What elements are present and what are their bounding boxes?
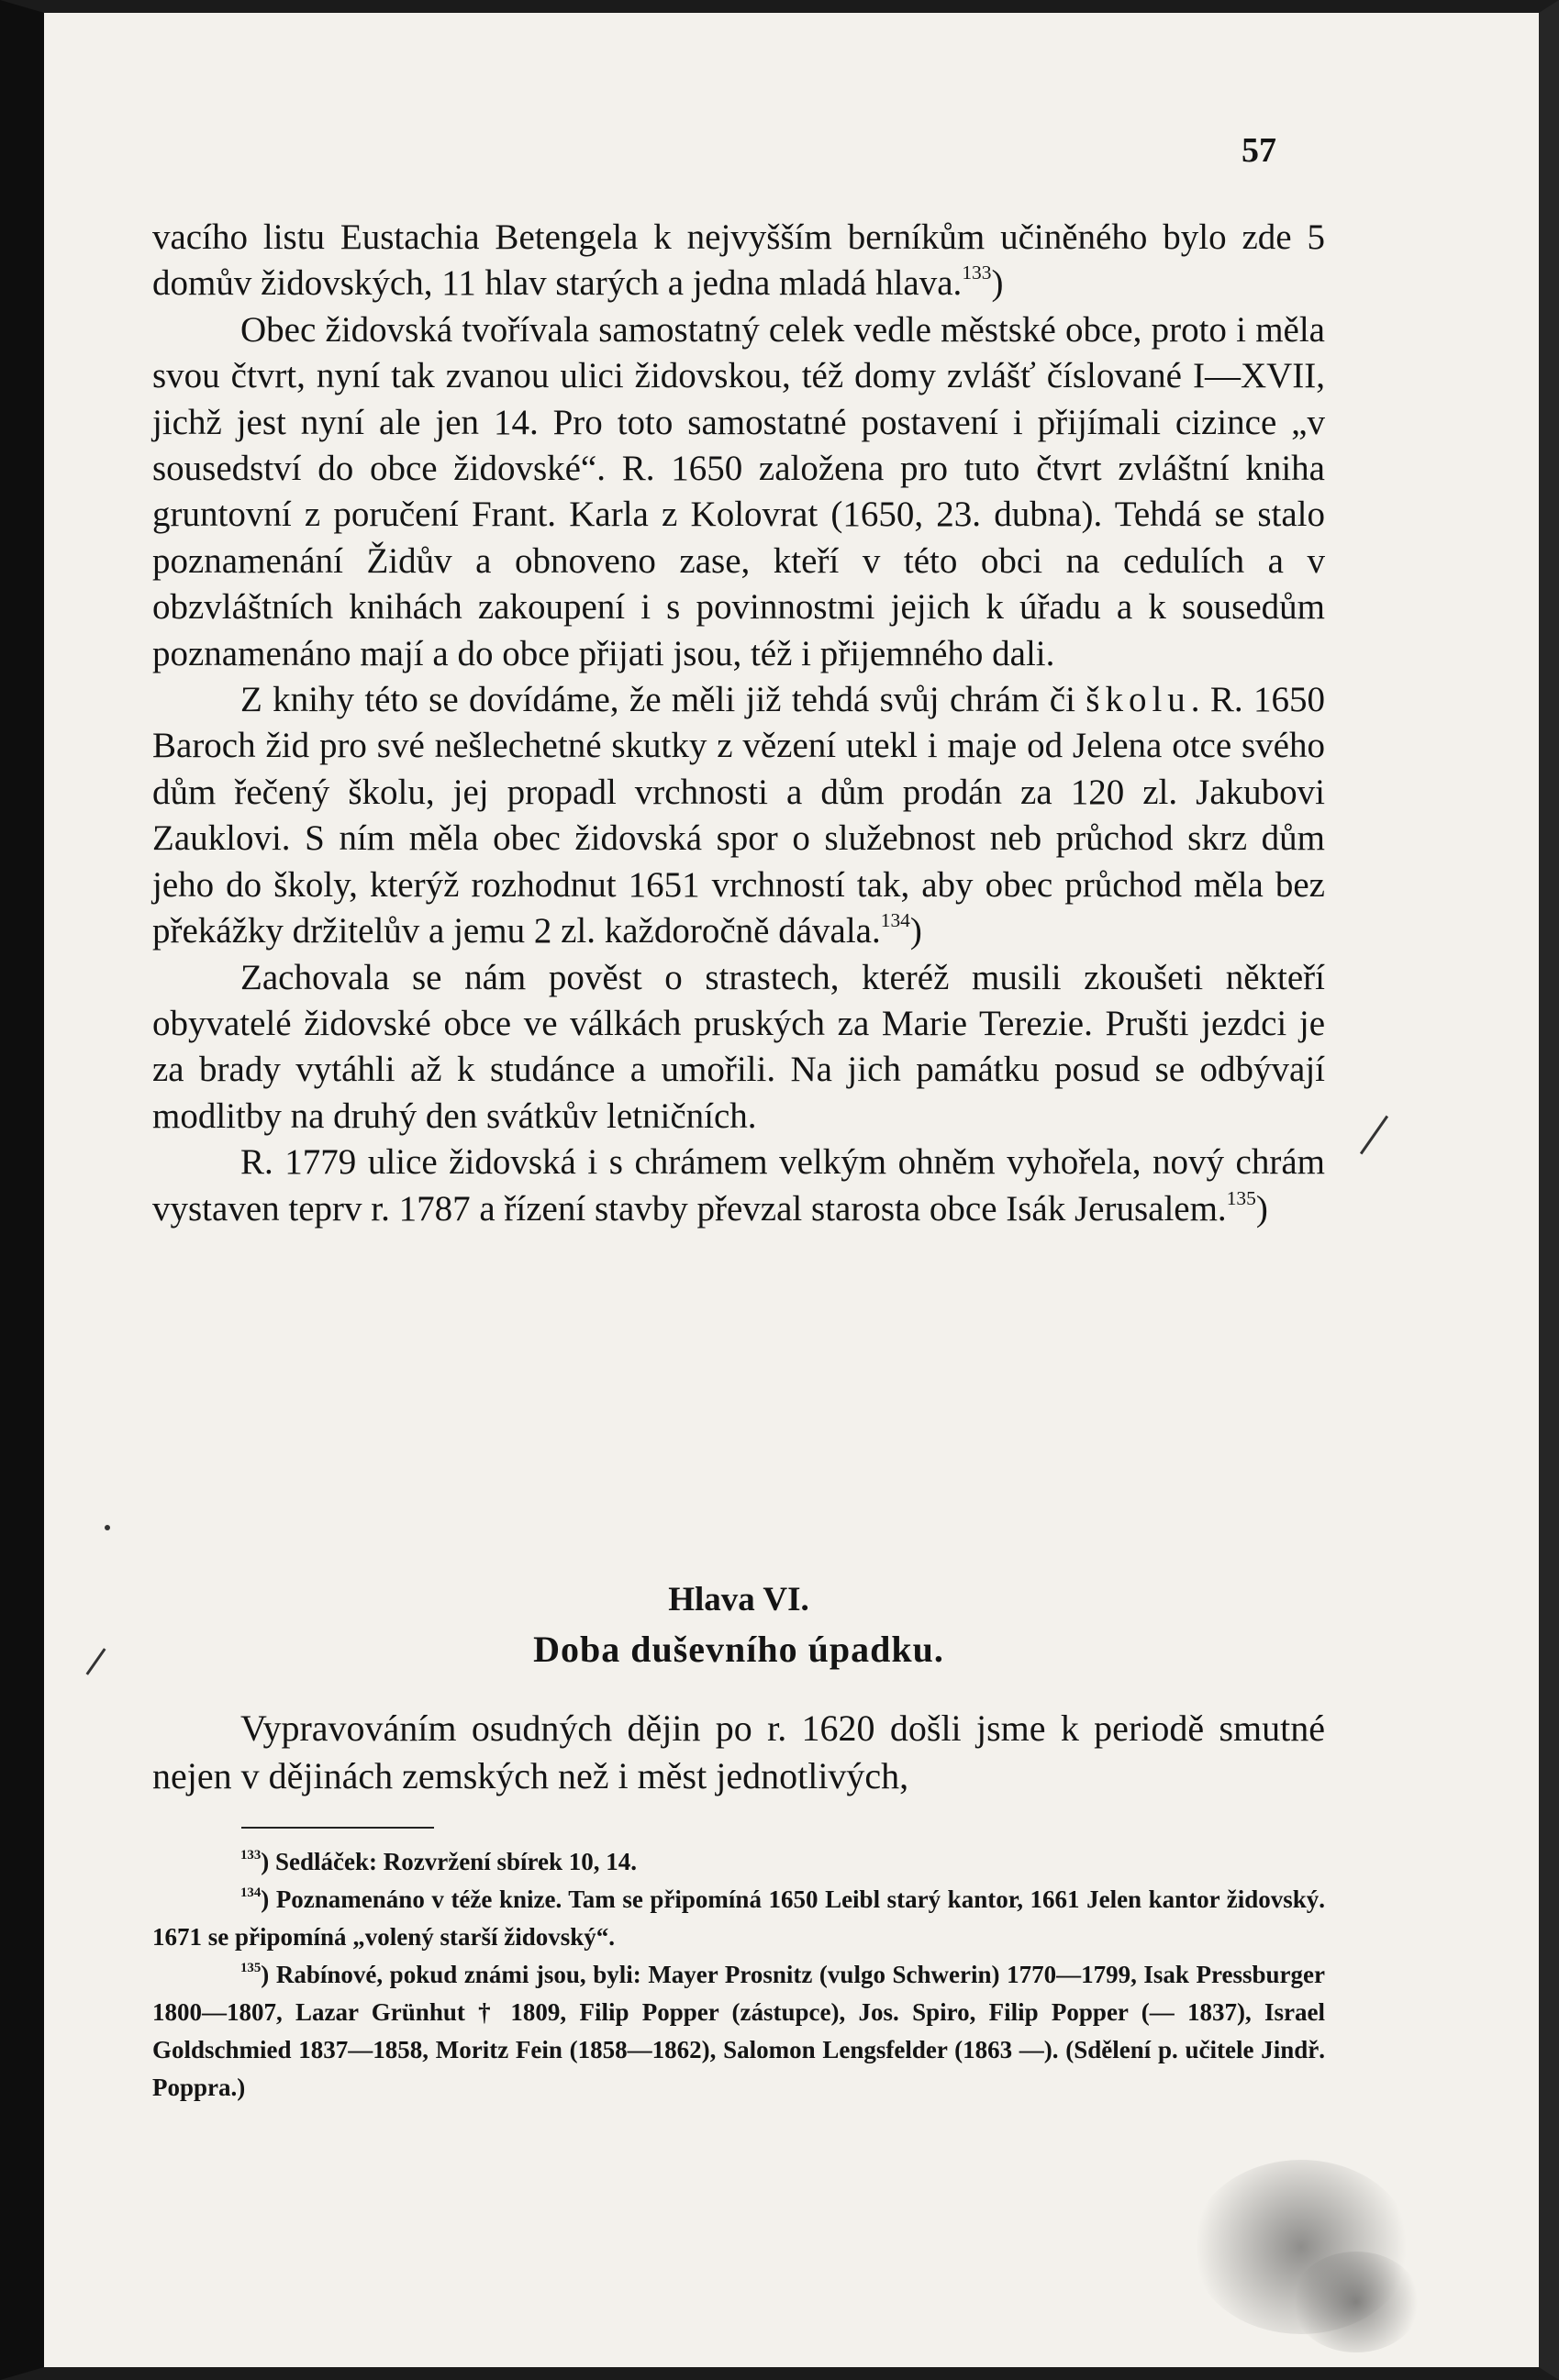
paragraph: Obec židovská tvořívala samostatný celek vedle městské obce, proto i měla svou čtvrt, nyní tak zvanou ulici židovskou, též domy zvlášť číslované I—XVII, jichž jest nyní ale jen 14. Pro toto samostatné postavení i přijímali cizince „v sousedství do obce židovské“. R. 1650 založena pro tuto čtvrt zvláštní kniha gruntovní z poručení Frant. Karla z Kolovrat (1650, 23. dubna). Tehdá se stalo poznamenání Židův a obnoveno zase, kteří v této obci na cedulích a v obzvláštních knihách zakoupení i s povinnostmi jejich k úřadu a k sousedům poznamenáno mají a do obce přijati jsou, též i přijemného dali. — [152, 309, 1325, 673]
paragraph-text: . R. 1650 Baroch žid pro své nešlechetné skutky z vězení utekl i maje od Jelena otce svého dům řečený školu, jej propadl vrchnosti a dům prodán za 120 zl. Jakubovi Zauklovi. S ním měla obec židovská spor o služebnost neb průchod skrz dům jeho do školy, kterýž rozhodnut 1651 vrchností tak, aby obec průchod měla bez překážky držitelův a jemu 2 zl. každoročně dávala. — [152, 680, 1325, 951]
chapter-title: Doba duševního úpadku. — [533, 1629, 944, 1670]
chapter-number: Hlava VI. — [668, 1581, 809, 1618]
paragraph: R. 1779 ulice židovská i s chrámem velkým ohněm vyhořela, nový chrám vystaven teprv r. 1787 a řízení stavby převzal starosta obce Isák Jerusalem.$^{135}$) — [152, 1142, 1325, 1229]
footnote-ref: 134 — [880, 908, 910, 931]
chapter-paragraph: Vypravováním osudných dějin po r. 1620 došli jsme k periodě smutné nejen v dějinách zemských než i měst jednotlivých, — [152, 1707, 1325, 1796]
footnote-divider — [241, 1827, 434, 1829]
footnote-ref: 135 — [1226, 1186, 1256, 1209]
footnote-text: ) Rabínové, pokud známi jsou, byli: Mayer Prosnitz (vulgo Schwerin) 1770—1799, Isak Pressburger 1800—1807, Lazar Grünhut † 1809, Filip Popper (zástupce), Jos. Spiro, Filip Popper (— 1837), Israel Goldschmied 1837—1858, Moritz Fein (1858—1862), Salomon Lengsfelder (1863 —). (Sdělení p. učitele Jindř. Poppra.) — [152, 1961, 1325, 2101]
emphasized-word: školu — [1086, 680, 1191, 720]
footnote-number: 135 — [240, 1961, 262, 1976]
pencil-mark — [86, 1648, 106, 1675]
paragraph: Zachovala se nám pověst o strastech, kteréž musili zkoušeti někteří obyvatelé židovské obce ve válkách pruských za Marie Terezie. Prušti jezdci je za brady vytáhli až k studánce a umořili. Na jich památku posud se odbývají modlitby na druhý den svátkův letničních. — [152, 957, 1325, 1136]
footnote-text: ) Poznamenáno v téže knize. Tam se připomíná 1650 Leibl starý kantor, 1661 Jelen kantor židovský. 1671 se připomíná „volený starší židovský“. — [152, 1885, 1325, 1951]
main-text — [152, 215, 1325, 1232]
footnote-ref: 133 — [962, 261, 992, 284]
footnote-number: 134 — [240, 1885, 262, 1901]
dust-speck — [105, 1525, 110, 1530]
footnote — [152, 1881, 1325, 1956]
pencil-mark — [1360, 1116, 1388, 1155]
footnote — [152, 1956, 1325, 2107]
footnote — [152, 1843, 1325, 1881]
paragraph-text: vacího listu Eustachia Betengela k nejvyšším berníkům učiněného bylo zde 5 domův židovských, 11 hlav starých a jedna mladá hlava. — [152, 217, 1325, 304]
page-number: 57 — [1242, 131, 1276, 170]
footnotes — [152, 1843, 1325, 2107]
footnote-number: 133 — [240, 1848, 262, 1863]
paragraph-text: R. 1779 ulice židovská i s chrámem velkým ohněm vyhořela, nový chrám vystaven teprv r. 1787 a řízení stavby převzal starosta obce Isák Jerusalem. — [152, 1142, 1325, 1229]
footnote-text: ) Sedláček: Rozvržení sbírek 10, 14. — [261, 1848, 637, 1875]
paragraph-text: Z knihy této se dovídáme, že měli již tehdá svůj chrám či — [240, 680, 1075, 720]
ink-stain — [1292, 2252, 1420, 2352]
paragraph: vacího listu Eustachia Betengela k nejvyšším berníkům učiněného bylo zde 5 domův židovských, 11 hlav starých a jedna mladá hlava.$^{133}$) — [152, 217, 1325, 304]
paragraph: Z knihy této se dovídáme, že měli již tehdá svůj chrám či školu. R. 1650 Baroch žid pro své nešlechetné skutky z vězení utekl i maje od Jelena otce svého dům řečený školu, jej propadl vrchnosti a dům prodán za 120 zl. Jakubovi Zauklovi. S ním měla obec židovská spor o služebnost neb průchod skrz dům jeho do školy, kterýž rozhodnut 1651 vrchností tak, aby obec průchod měla bez překážky držitelův a jemu 2 zl. každoročně dávala.$^{134}$) — [152, 680, 1325, 951]
